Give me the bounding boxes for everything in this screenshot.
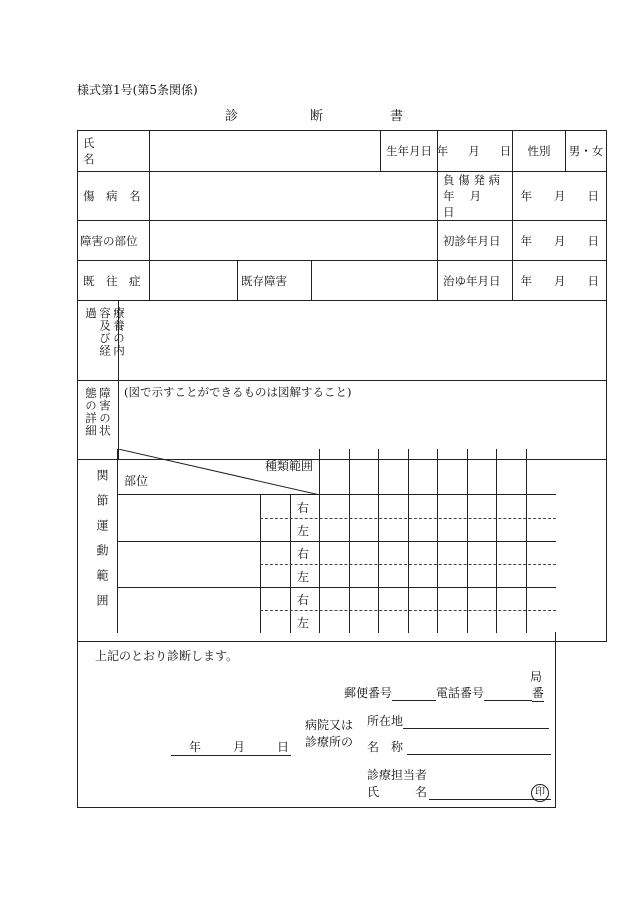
facility-name-field[interactable] — [407, 740, 551, 755]
sex-field[interactable]: 男・女 — [566, 131, 607, 172]
disability-site-label: 障害の部位 — [78, 221, 150, 261]
disability-site-field[interactable] — [150, 221, 438, 261]
row-name — [78, 131, 607, 172]
address-field[interactable] — [403, 714, 549, 729]
existing-disability-label: 既存障害 — [238, 261, 312, 301]
detail-note: (図で示すことができるものは図解すること) — [124, 385, 352, 399]
joint-range-grid — [77, 449, 556, 633]
first-visit-field[interactable]: 年 月 日 — [513, 221, 607, 261]
header-site: 部位 — [124, 474, 149, 488]
left-label-2: 左 — [297, 570, 310, 584]
form-number: 様式第1号(第5条関係) — [77, 83, 198, 97]
joint-label: 関節運動範囲 — [95, 469, 109, 619]
treatment-field[interactable] — [119, 301, 607, 381]
left-label-1: 左 — [297, 524, 310, 538]
doctor-label: 診療担当者 — [367, 768, 428, 782]
injury-date-field[interactable]: 年 月 日 — [513, 172, 607, 221]
detail-label: 障害の状態の詳細 — [78, 381, 119, 460]
name-field[interactable] — [150, 131, 381, 172]
injury-date-label: 負 傷 発 病 年 月 日 — [438, 172, 513, 221]
doctor-name-field[interactable] — [429, 785, 551, 800]
left-label-3: 左 — [297, 616, 310, 630]
title-char-2: 断 — [310, 109, 324, 124]
document-title — [0, 105, 630, 125]
right-label-3: 右 — [297, 593, 310, 607]
seal-mark: 印 — [531, 784, 549, 802]
doctor-name-line: 氏 名 印 — [367, 783, 551, 800]
name-label: 氏 名 — [78, 131, 150, 172]
detail-field[interactable] — [119, 381, 607, 460]
right-label-1: 右 — [297, 501, 310, 515]
history-label: 既 往 症 — [78, 261, 150, 301]
kyoku-label: 局 — [530, 670, 543, 684]
row-disability-site — [78, 221, 607, 261]
signature-section — [77, 632, 556, 808]
hospital-label: 病院又は 診療所の — [305, 718, 354, 749]
issue-date-field[interactable]: 年 月 日 — [171, 738, 291, 756]
history-field[interactable] — [150, 261, 238, 301]
address-line: 所在地 — [367, 712, 549, 729]
facility-name-line: 名 称 — [367, 738, 551, 755]
contact-line: 郵便番号 電話番号 番 — [344, 686, 545, 700]
existing-disability-field[interactable] — [312, 261, 438, 301]
header-type-range: 種類範囲 — [265, 459, 314, 473]
birth-label: 生年月日 — [381, 131, 438, 172]
cure-label: 治ゆ年月日 — [438, 261, 513, 301]
row-detail — [78, 381, 607, 460]
injury-field[interactable] — [150, 172, 438, 221]
row-treatment — [78, 301, 607, 381]
injury-label: 傷 病 名 — [78, 172, 150, 221]
sex-label: 性別 — [513, 131, 566, 172]
statement: 上記のとおり診断します。 — [95, 649, 239, 663]
cure-date-field[interactable]: 年 月 日 — [513, 261, 607, 301]
birth-date-field[interactable]: 年 月 日 — [438, 131, 513, 172]
first-visit-label: 初診年月日 — [438, 221, 513, 261]
postal-field[interactable] — [392, 686, 436, 701]
title-char-1: 診 — [225, 109, 239, 124]
row-injury — [78, 172, 607, 221]
title-char-3: 書 — [390, 109, 404, 124]
right-label-2: 右 — [297, 547, 310, 561]
treatment-label: 療養の内容及び経過 — [78, 301, 119, 381]
row-history — [78, 261, 607, 301]
phone-field[interactable] — [484, 686, 532, 701]
